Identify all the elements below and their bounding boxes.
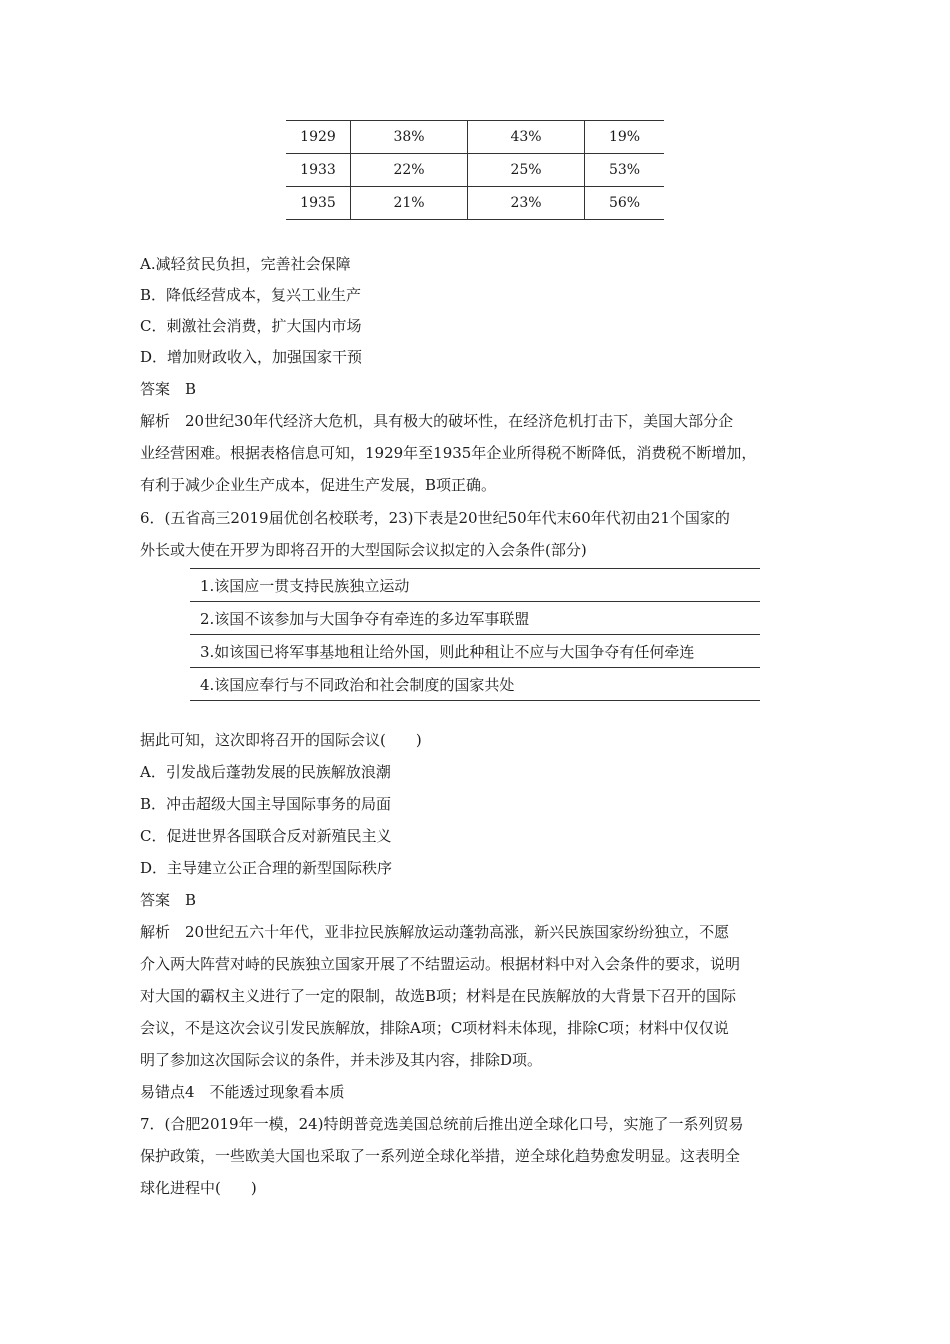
table-row <box>190 602 760 635</box>
table-cell: 56% <box>585 187 665 220</box>
table-cell: 23% <box>468 187 585 220</box>
condition-cell: 4.该国应奉行与不同政治和社会制度的国家共处 <box>190 668 760 701</box>
q5-option-d: D．增加财政收入，加强国家干预 <box>140 348 363 366</box>
q6-analysis-line: 明了参加这次国际会议的条件，并未涉及其内容，排除D项。 <box>140 1051 543 1069</box>
q6-stem-line: 外长或大使在开罗为即将召开的大型国际会议拟定的入会条件(部分) <box>140 541 587 559</box>
table-cell: 22% <box>351 154 468 187</box>
q6-question: 据此可知，这次即将召开的国际会议( ) <box>140 731 422 749</box>
condition-cell: 3.如该国已将军事基地租让给外国，则此种租让不应与大国争夺有任何牵连 <box>190 635 760 668</box>
table-cell: 1929 <box>286 121 351 154</box>
membership-conditions-table <box>190 568 760 701</box>
q6-analysis-line: 解析 20世纪五六十年代，亚非拉民族解放运动蓬勃高涨，新兴民族国家纷纷独立，不愿 <box>140 923 730 941</box>
q7-stem-line: 保护政策，一些欧美大国也采取了一系列逆全球化举措，逆全球化趋势愈发明显。这表明全 <box>140 1147 741 1165</box>
q5-analysis-line: 解析 20世纪30年代经济大危机，具有极大的破坏性，在经济危机打击下，美国大部分企 <box>140 412 734 430</box>
table-row <box>190 668 760 701</box>
q6-answer: 答案 B <box>140 891 197 909</box>
q5-answer: 答案 B <box>140 380 197 398</box>
table-cell: 25% <box>468 154 585 187</box>
condition-cell: 2.该国不该参加与大国争夺有牵连的多边军事联盟 <box>190 602 760 635</box>
table-row <box>286 187 664 220</box>
table-cell: 38% <box>351 121 468 154</box>
q6-analysis-line: 对大国的霸权主义进行了一定的限制，故选B项；材料是在民族解放的大背景下召开的国际 <box>140 987 737 1005</box>
q5-option-a: A.减轻贫民负担，完善社会保障 <box>140 255 351 273</box>
table-row <box>286 154 664 187</box>
q6-option-d: D．主导建立公正合理的新型国际秩序 <box>140 859 393 877</box>
table-cell: 53% <box>585 154 665 187</box>
table-cell: 1935 <box>286 187 351 220</box>
q7-stem-line: 7．(合肥2019年一模，24)特朗普竞选美国总统前后推出逆全球化口号，实施了一系列贸易 <box>140 1115 744 1133</box>
table-cell: 21% <box>351 187 468 220</box>
q6-option-c: C．促进世界各国联合反对新殖民主义 <box>140 827 392 845</box>
table-row <box>190 569 760 602</box>
q5-option-b: B．降低经营成本，复兴工业生产 <box>140 286 362 304</box>
q5-analysis-line: 有利于减少企业生产成本，促进生产发展，B项正确。 <box>140 476 497 494</box>
tax-rate-table <box>286 120 664 220</box>
table-cell: 19% <box>585 121 665 154</box>
q6-option-b: B．冲击超级大国主导国际事务的局面 <box>140 795 392 813</box>
q7-stem-line: 球化进程中( ) <box>140 1179 257 1197</box>
condition-cell: 1.该国应一贯支持民族独立运动 <box>190 569 760 602</box>
q6-option-a: A．引发战后蓬勃发展的民族解放浪潮 <box>140 763 391 781</box>
table-cell: 43% <box>468 121 585 154</box>
q5-analysis-line: 业经营困难。根据表格信息可知，1929年至1935年企业所得税不断降低，消费税不断增加， <box>140 444 757 462</box>
table-cell: 1933 <box>286 154 351 187</box>
q6-analysis-line: 介入两大阵营对峙的民族独立国家开展了不结盟运动。根据材料中对入会条件的要求，说明 <box>140 955 741 973</box>
q5-option-c: C．刺激社会消费，扩大国内市场 <box>140 317 362 335</box>
section-heading: 易错点4 不能透过现象看本质 <box>140 1083 345 1101</box>
q6-stem-line: 6．(五省高三2019届优创名校联考，23)下表是20世纪50年代末60年代初由21个国家的 <box>140 509 730 527</box>
table-row <box>286 121 664 154</box>
q6-analysis-line: 会议，不是这次会议引发民族解放，排除A项；C项材料未体现，排除C项；材料中仅仅说 <box>140 1019 729 1037</box>
table-row <box>190 635 760 668</box>
